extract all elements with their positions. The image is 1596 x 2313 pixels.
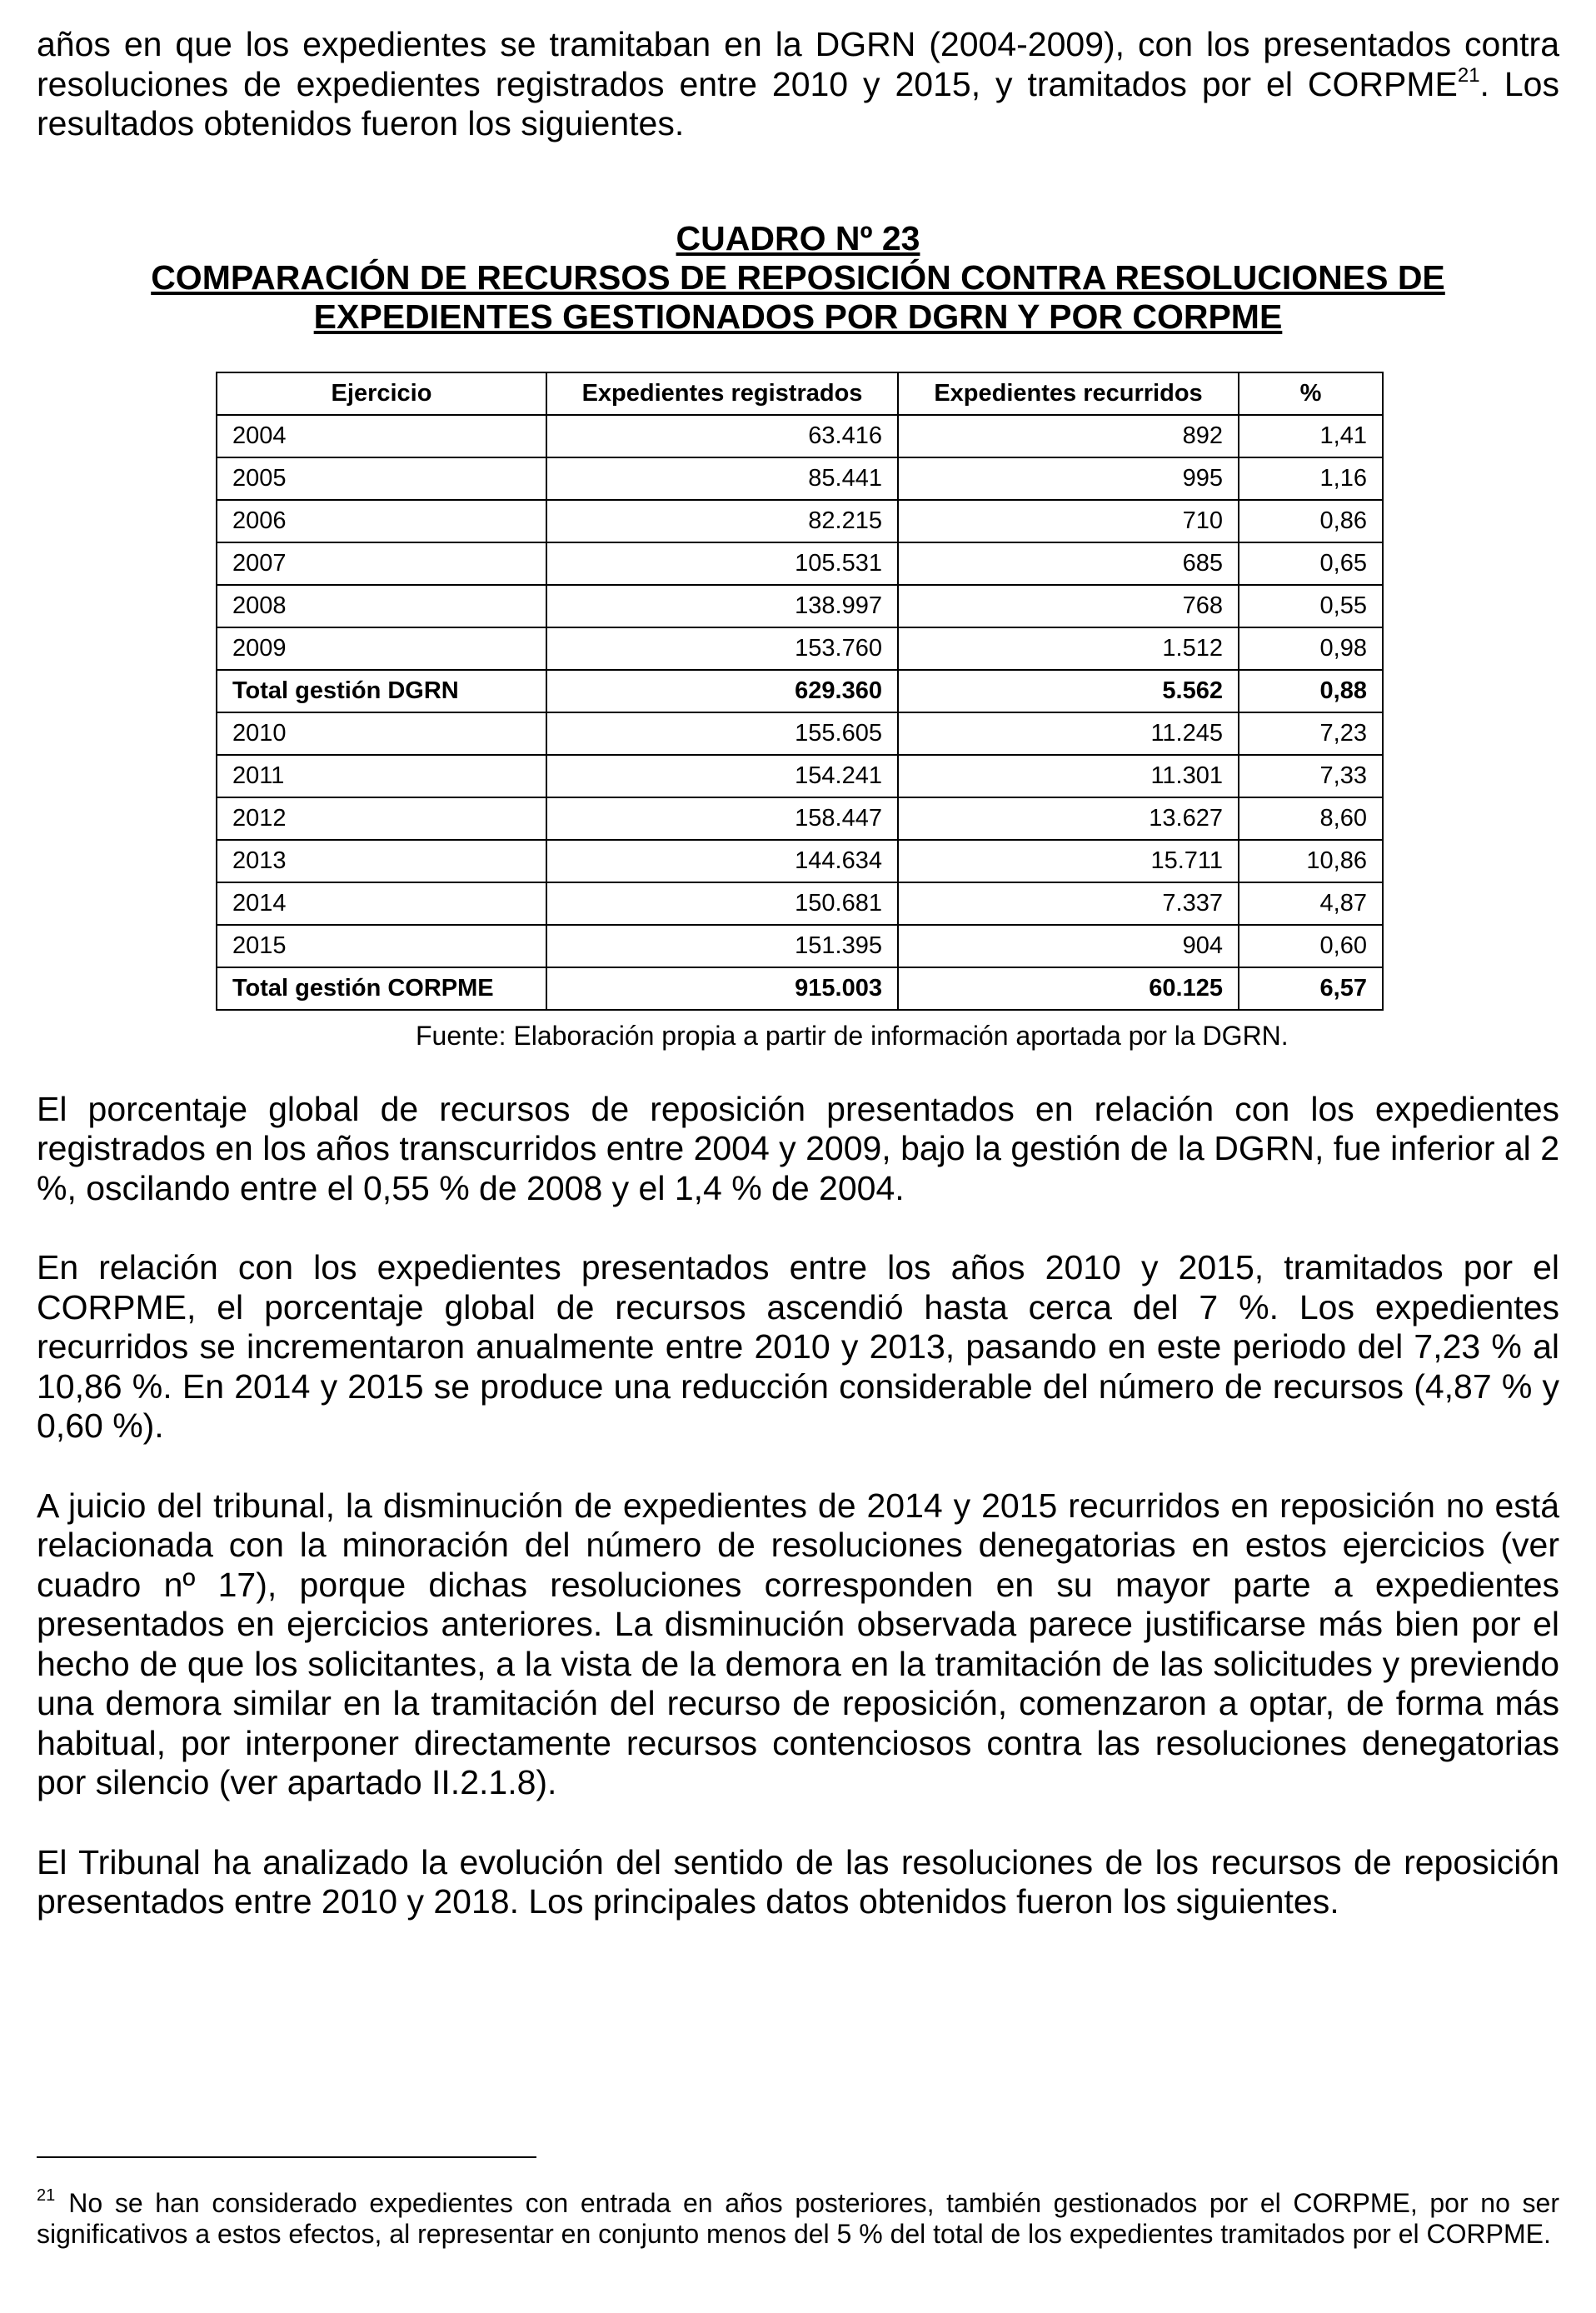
cell-pct: 0,65	[1239, 542, 1383, 585]
cell-recurridos: 15.711	[898, 840, 1239, 882]
cell-pct: 0,55	[1239, 585, 1383, 627]
cell-recurridos: 5.562	[898, 670, 1239, 712]
paragraph: En relación con los expedientes presentados entre los años 2010 y 2015, tramitados por el CORPME, el porcentaje global de recursos ascendió hasta cerca del 7 %. Los expedientes recurridos se incrementaron anualmente entre 2010 y 2013, pasando en este periodo del 7,23 % al 10,86 %. En 2014 y 2015 se produce una reducción considerable del número de recursos (4,87 % y 0,60 %).	[37, 1248, 1559, 1445]
header-registrados: Expedientes registrados	[546, 372, 898, 415]
cell-ejercicio: Total gestión CORPME	[217, 967, 546, 1010]
cell-ejercicio: 2005	[217, 457, 546, 500]
cell-pct: 8,60	[1239, 797, 1383, 840]
footnote-number: 21	[37, 2186, 56, 2205]
cell-ejercicio: 2011	[217, 755, 546, 797]
table-total-row	[217, 670, 1383, 712]
table-row	[217, 542, 1383, 585]
cell-recurridos: 1.512	[898, 627, 1239, 670]
cell-registrados: 915.003	[546, 967, 898, 1010]
cell-ejercicio: 2015	[217, 925, 546, 967]
cell-ejercicio: 2008	[217, 585, 546, 627]
cell-recurridos: 11.301	[898, 755, 1239, 797]
paragraph: El Tribunal ha analizado la evolución del sentido de las resoluciones de los recursos de reposición presentados entre 2010 y 2018. Los principales datos obtenidos fueron los siguientes.	[37, 1842, 1559, 1921]
footnote	[37, 2188, 1559, 2250]
paragraph: A juicio del tribunal, la disminución de expedientes de 2014 y 2015 recurridos en reposición no está relacionada con la minoración del número de resoluciones denegatorias en estos ejercicios (ver cuadro nº 17), porque dichas resoluciones corresponden en su mayor parte a expedientes presentados en ejercicios anteriores. La disminución observada parece justificarse más bien por el hecho de que los solicitantes, a la vista de la demora en la tramitación de las solicitudes y previendo una demora similar en la tramitación del recurso de reposición, comenzaron a optar, de forma más habitual, por interponer directamente recursos contenciosos contra las resoluciones denegatorias por silencio (ver apartado II.2.1.8).	[37, 1486, 1559, 1801]
footnote-reference[interactable]: 21	[1457, 63, 1480, 87]
cell-pct: 0,98	[1239, 627, 1383, 670]
cell-ejercicio: 2009	[217, 627, 546, 670]
table-row	[217, 627, 1383, 670]
cell-ejercicio: Total gestión DGRN	[217, 670, 546, 712]
intro-text-end: . Los resultados obtenidos fueron los siguientes.	[37, 64, 1559, 142]
table-source: Fuente: Elaboración propia a partir de información aportada por la DGRN.	[416, 1020, 1289, 1051]
table-row	[217, 457, 1383, 500]
cell-recurridos: 710	[898, 500, 1239, 542]
paragraph: El porcentaje global de recursos de reposición presentados en relación con los expedientes registrados en los años transcurridos entre 2004 y 2009, bajo la gestión de la DGRN, fue inferior al 2 %, oscilando entre el 0,55 % de 2008 y el 1,4 % de 2004.	[37, 1089, 1559, 1207]
data-table	[216, 372, 1384, 1011]
table-title-line-1: COMPARACIÓN DE RECURSOS DE REPOSICIÓN CONTRA RESOLUCIONES DE	[151, 257, 1445, 297]
cell-recurridos: 7.337	[898, 882, 1239, 925]
intro-paragraph	[37, 25, 1559, 144]
table-row	[217, 500, 1383, 542]
cell-recurridos: 685	[898, 542, 1239, 585]
cell-registrados: 158.447	[546, 797, 898, 840]
cell-pct: 7,23	[1239, 712, 1383, 755]
cell-recurridos: 13.627	[898, 797, 1239, 840]
table-row	[217, 755, 1383, 797]
table-row	[217, 925, 1383, 967]
data-table-container	[216, 372, 1382, 1052]
cell-registrados: 105.531	[546, 542, 898, 585]
table-number: CUADRO Nº 23	[676, 218, 920, 257]
cell-recurridos: 60.125	[898, 967, 1239, 1010]
cell-recurridos: 995	[898, 457, 1239, 500]
header-pct: %	[1239, 372, 1383, 415]
footnote-divider	[37, 2156, 536, 2158]
table-row	[217, 585, 1383, 627]
cell-registrados: 151.395	[546, 925, 898, 967]
table-title-line-2: EXPEDIENTES GESTIONADOS POR DGRN Y POR CORPME	[313, 297, 1283, 336]
cell-pct: 10,86	[1239, 840, 1383, 882]
table-caption	[37, 219, 1559, 337]
cell-registrados: 85.441	[546, 457, 898, 500]
cell-pct: 6,57	[1239, 967, 1383, 1010]
cell-registrados: 82.215	[546, 500, 898, 542]
intro-text: años en que los expedientes se tramitaban en la DGRN (2004-2009), con los presentados contra resoluciones de expedientes registrados entre 2010 y 2015, y tramitados por el CORPME	[37, 25, 1559, 103]
document-page	[37, 25, 1559, 1962]
cell-registrados: 154.241	[546, 755, 898, 797]
cell-recurridos: 11.245	[898, 712, 1239, 755]
cell-registrados: 144.634	[546, 840, 898, 882]
table-row	[217, 840, 1383, 882]
cell-recurridos: 904	[898, 925, 1239, 967]
cell-pct: 0,60	[1239, 925, 1383, 967]
table-total-row	[217, 967, 1383, 1010]
cell-pct: 7,33	[1239, 755, 1383, 797]
cell-ejercicio: 2013	[217, 840, 546, 882]
cell-ejercicio: 2007	[217, 542, 546, 585]
cell-pct: 4,87	[1239, 882, 1383, 925]
cell-pct: 0,86	[1239, 500, 1383, 542]
table-row	[217, 797, 1383, 840]
cell-recurridos: 892	[898, 415, 1239, 457]
cell-ejercicio: 2014	[217, 882, 546, 925]
footnote-text: No se han considerado expedientes con entrada en años posteriores, también gestionados por el CORPME, por no ser significativos a estos efectos, al representar en conjunto menos del 5 % del total de los expedientes tramitados por el CORPME.	[37, 2188, 1559, 2249]
cell-registrados: 150.681	[546, 882, 898, 925]
cell-registrados: 153.760	[546, 627, 898, 670]
cell-recurridos: 768	[898, 585, 1239, 627]
cell-registrados: 63.416	[546, 415, 898, 457]
table-row	[217, 415, 1383, 457]
table-header-row	[217, 372, 1383, 415]
cell-registrados: 138.997	[546, 585, 898, 627]
table-row	[217, 712, 1383, 755]
cell-pct: 0,88	[1239, 670, 1383, 712]
header-ejercicio: Ejercicio	[217, 372, 546, 415]
cell-ejercicio: 2004	[217, 415, 546, 457]
cell-registrados: 155.605	[546, 712, 898, 755]
table-body	[217, 415, 1383, 1010]
body-text	[37, 1090, 1559, 1922]
table-row	[217, 882, 1383, 925]
header-recurridos: Expedientes recurridos	[898, 372, 1239, 415]
cell-registrados: 629.360	[546, 670, 898, 712]
cell-ejercicio: 2012	[217, 797, 546, 840]
cell-pct: 1,41	[1239, 415, 1383, 457]
cell-pct: 1,16	[1239, 457, 1383, 500]
cell-ejercicio: 2010	[217, 712, 546, 755]
cell-ejercicio: 2006	[217, 500, 546, 542]
